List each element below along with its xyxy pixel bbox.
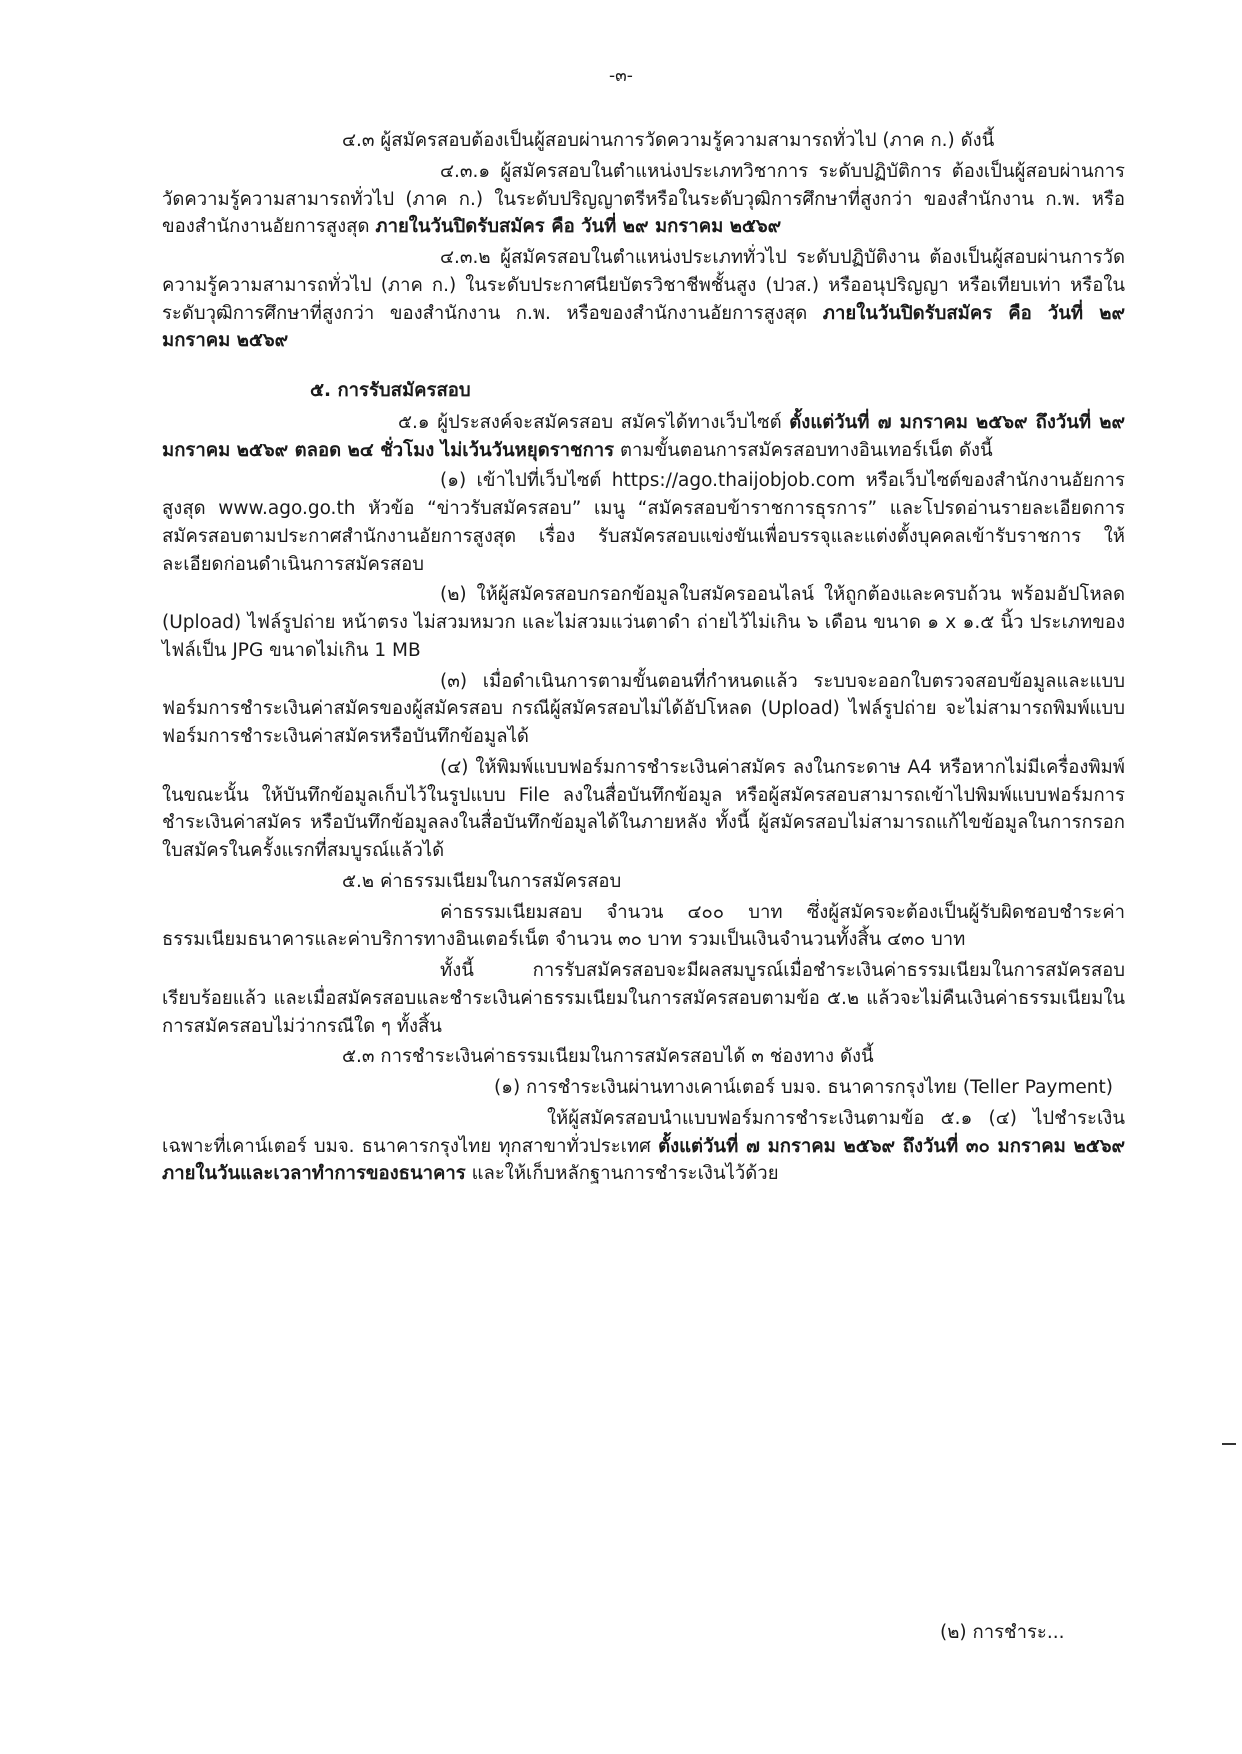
clause-4-3-1-text: ๔.๓.๑ ผู้สมัครสอบในตำแหน่งประเภทวิชาการ ระดับปฏิบัติการ ต้องเป็นผู้สอบผ่านการวัดความรู้ความสามารถทั่วไป (ภาค ก.) ในระดับปริญญาตรีหรือในระดับวุฒิการศึกษาที่สูงกว่า ของสำนักงาน ก.พ. หรือของสำนักงานอัยการสูงสุด — [162, 160, 1125, 238]
clause-5-3-1-text-b: และให้เก็บหลักฐานการชำระเงินไว้ด้วย — [465, 1163, 779, 1185]
step-2: (๒) ให้ผู้สมัครสอบกรอกข้อมูลใบสมัครออนไลน์ ให้ถูกต้องและครบถ้วน พร้อมอัปโหลด (Upload) ไฟล์รูปถ่าย หน้าตรง ไม่สวมหมวก และไม่สวมแว่นตาดำ ถ่ายไว้ไม่เกิน ๖ เดือน ขนาด ๑ x ๑.๕ นิ้ว ประเภทของไฟล์เป็น JPG ขนาดไม่เกิน 1 MB — [162, 584, 1125, 661]
margin-mark — [1222, 1443, 1236, 1445]
step-4: (๔) ให้พิมพ์แบบฟอร์มการชำระเงินค่าสมัคร ลงในกระดาษ A4 หรือหากไม่มีเครื่องพิมพ์ในขณะนั้น ให้บันทึกข้อมูลเก็บไว้ในรูปแบบ File ลงในสื่อบันทึกข้อมูล หรือผู้สมัครสอบสามารถเข้าไปพิมพ์แบบฟอร์มการชำระเงินค่าสมัคร หรือบันทึกข้อมูลลงในสื่อบันทึกข้อมูลได้ในภายหลัง ทั้งนี้ ผู้สมัครสอบไม่สามารถแก้ไขข้อมูลในการกรอกใบสมัครในครั้งแรกที่สมบูรณ์แล้วได้ — [162, 756, 1125, 861]
clause-5-3-1-text-a: ให้ผู้สมัครสอบนำแบบฟอร์มการชำระเงินตามข้อ ๕.๑ (๔) ไปชำระเงินเฉพาะที่เคาน์เตอร์ บมจ. ธนาคารกรุงไทย ทุกสาขาทั่วประเทศ — [162, 1107, 1125, 1157]
clause-5-3-1: (๑) การชำระเงินผ่านทางเคาน์เตอร์ บมจ. ธนาคารกรุงไทย (Teller Payment) — [494, 1077, 1113, 1098]
clause-5-1-period: ตั้งแต่วันที่ ๗ มกราคม ๒๕๖๙ ถึงวันที่ ๒๙ มกราคม ๒๕๖๙ ตลอด ๒๔ ชั่วโมง ไม่เว้นวันหยุดราชการ — [162, 411, 1125, 461]
continuation-note: (๒) การชำระ... — [940, 1622, 1065, 1643]
section-5-heading: ๕. การรับสมัครสอบ — [310, 380, 471, 401]
clause-5-1-text-a: ๕.๑ ผู้ประสงค์จะสมัครสอบ สมัครได้ทางเว็บไซต์ — [398, 411, 790, 433]
clause-4-3: ๔.๓ ผู้สมัครสอบต้องเป็นผู้สอบผ่านการวัดความรู้ความสามารถทั่วไป (ภาค ก.) ดังนี้ — [342, 130, 995, 151]
document-body — [162, 127, 1125, 1191]
clause-5-3-1-period: ตั้งแต่วันที่ ๗ มกราคม ๒๕๖๙ ถึงวันที่ ๓๐ มกราคม ๒๕๖๙ ภายในวันและเวลาทำการของธนาคาร — [162, 1135, 1125, 1185]
clause-5-2-fee: ค่าธรรมเนียมสอบ จำนวน ๔๐๐ บาท ซึ่งผู้สมัครจะต้องเป็นผู้รับผิดชอบชำระค่าธรรมเนียมธนาคารและค่าบริการทางอินเตอร์เน็ต จำนวน ๓๐ บาท รวมเป็นเงินจำนวนทั้งสิ้น ๔๓๐ บาท — [162, 901, 1125, 951]
step-1: (๑) เข้าไปที่เว็บไซต์ https://ago.thaijobjob.com หรือเว็บไซต์ของสำนักงานอัยการสูงสุด www.ago.go.th หัวข้อ “ข่าวรับสมัครสอบ” เมนู “สมัครสอบข้าราชการธุรการ” และโปรดอ่านรายละเอียดการสมัครสอบตามประกาศสำนักงานอัยการสูงสุด เรื่อง รับสมัครสอบแข่งขันเพื่อบรรจุและแต่งตั้งบุคคลเข้ารับราชการ ให้ละเอียดก่อนดำเนินการสมัครสอบ — [162, 470, 1125, 575]
clause-5-3: ๕.๓ การชำระเงินค่าธรรมเนียมในการสมัครสอบได้ ๓ ช่องทาง ดังนี้ — [342, 1046, 874, 1068]
page-number: -๓- — [609, 66, 633, 86]
clause-4-3-2 — [162, 244, 1125, 355]
clause-4-3-2-text: ๔.๓.๒ ผู้สมัครสอบในตำแหน่งประเภททั่วไป ระดับปฏิบัติงาน ต้องเป็นผู้สอบผ่านการวัดความรู้ความสามารถทั่วไป (ภาค ก.) ในระดับประกาศนียบัตรวิชาชีพชั้นสูง (ปวส.) หรืออนุปริญญา หรือเทียบเท่า หรือในระดับวุฒิการศึกษาที่สูงกว่า ของสำนักงาน ก.พ. หรือของสำนักงานอัยการสูงสุด — [162, 247, 1125, 324]
clause-4-3-2-deadline: ภายในวันปิดรับสมัคร คือ วันที่ ๒๙ มกราคม ๒๕๖๙ — [162, 302, 1125, 352]
clause-5-2: ๕.๒ ค่าธรรมเนียมในการสมัครสอบ — [342, 870, 622, 892]
clause-5-2-note: ทั้งนี้ การรับสมัครสอบจะมีผลสมบูรณ์เมื่อชำระเงินค่าธรรมเนียมในการสมัครสอบเรียบร้อยแล้ว และเมื่อสมัครสอบและชำระเงินค่าธรรมเนียมในการสมัครสอบตามข้อ ๕.๒ แล้วจะไม่คืนเงินค่าธรรมเนียมในการสมัครสอบไม่ว่ากรณีใด ๆ ทั้งสิ้น — [162, 960, 1125, 1037]
step-3: (๓) เมื่อดำเนินการตามขั้นตอนที่กำหนดแล้ว ระบบจะออกใบตรวจสอบข้อมูลและแบบฟอร์มการชำระเงินค่าสมัครของผู้สมัครสอบ กรณีผู้สมัครสอบไม่ได้อัปโหลด (Upload) ไฟล์รูปถ่าย จะไม่สามารถพิมพ์แบบฟอร์มการชำระเงินค่าสมัครหรือบันทึกข้อมูลได้ — [162, 670, 1125, 747]
clause-5-1-text-b: ตามขั้นตอนการสมัครสอบทางอินเทอร์เน็ต ดังนี้ — [614, 439, 993, 461]
clause-5-3-1-detail — [162, 1105, 1125, 1188]
clause-4-3-1-deadline: ภายในวันปิดรับสมัคร คือ วันที่ ๒๙ มกราคม ๒๕๖๙ — [375, 216, 782, 238]
clause-5-1 — [162, 409, 1125, 465]
clause-4-3-1 — [162, 158, 1125, 241]
